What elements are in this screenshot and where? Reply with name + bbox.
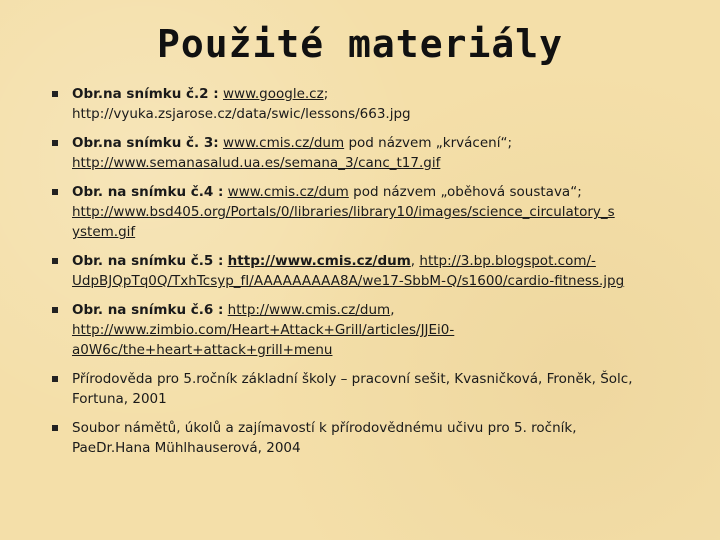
bullet-icon [52, 140, 58, 146]
item-text: pod názvem „krvácení“; [344, 135, 512, 151]
item-text: , [410, 253, 420, 269]
list-item [52, 84, 692, 124]
page-title: Použité materiály [157, 22, 563, 66]
item-label: Obr. na snímku č.4 : [72, 184, 224, 200]
item-url-text: http://vyuka.zsjarose.cz/data/swic/lessons/663.jpg [72, 106, 411, 122]
bullet-icon [52, 307, 58, 313]
zimbio-link-continued[interactable]: a0W6c/the+heart+attack+grill+menu [72, 342, 333, 358]
cmis-link[interactable]: http://www.cmis.cz/dum [227, 253, 411, 269]
list-item [52, 418, 692, 458]
list-item [52, 369, 692, 409]
list-item [52, 182, 692, 242]
bsd405-link[interactable]: http://www.bsd405.org/Portals/0/libraries/library10/images/science_circulatory_s [72, 204, 615, 220]
bullet-icon [52, 258, 58, 264]
item-text: ; [323, 86, 329, 102]
bsd405-link-continued[interactable]: ystem.gif [72, 224, 136, 240]
item-label: Obr. na snímku č.5 : [72, 253, 224, 269]
bullet-icon [52, 91, 58, 97]
list-item [52, 251, 692, 291]
bullet-icon [52, 425, 58, 431]
item-label: Obr. na snímku č.6 : [72, 302, 224, 318]
cmis-link[interactable]: www.cmis.cz/dum [227, 184, 349, 200]
semanasalud-link[interactable]: http://www.semanasalud.ua.es/semana_3/canc_t17.gif [72, 155, 441, 171]
item-text: PaeDr.Hana Mühlhauserová, 2004 [72, 440, 301, 456]
blogspot-link[interactable]: http://3.bp.blogspot.com/- [419, 253, 596, 269]
item-text: pod názvem „oběhová soustava“; [348, 184, 582, 200]
item-text: Soubor námětů, úkolů a zajímavostí k přírodovědnému učivu pro 5. ročník, [72, 420, 577, 436]
zimbio-link[interactable]: http://www.zimbio.com/Heart+Attack+Grill/articles/JJEi0- [72, 322, 455, 338]
cmis-link[interactable]: http://www.cmis.cz/dum [227, 302, 391, 318]
list-item [52, 300, 692, 360]
reference-list [52, 84, 692, 467]
item-text: Přírodověda pro 5.ročník základní školy – pracovní sešit, Kvasničková, Froněk, Šolc, [72, 371, 633, 387]
blogspot-link-continued[interactable]: UdpBJQpTq0Q/TxhTcsyp_fI/AAAAAAAAA8A/we17-SbbM-Q/s1600/cardio-fitness.jpg [72, 273, 625, 289]
item-label: Obr.na snímku č.2 : [72, 86, 219, 102]
item-text: Fortuna, 2001 [72, 391, 167, 407]
item-text: , [390, 302, 395, 318]
bullet-icon [52, 189, 58, 195]
bullet-icon [52, 376, 58, 382]
cmis-link[interactable]: www.cmis.cz/dum [222, 135, 345, 151]
item-label: Obr.na snímku č. 3: [72, 135, 219, 151]
list-item [52, 133, 692, 173]
google-link[interactable]: www.google.cz [222, 86, 324, 102]
